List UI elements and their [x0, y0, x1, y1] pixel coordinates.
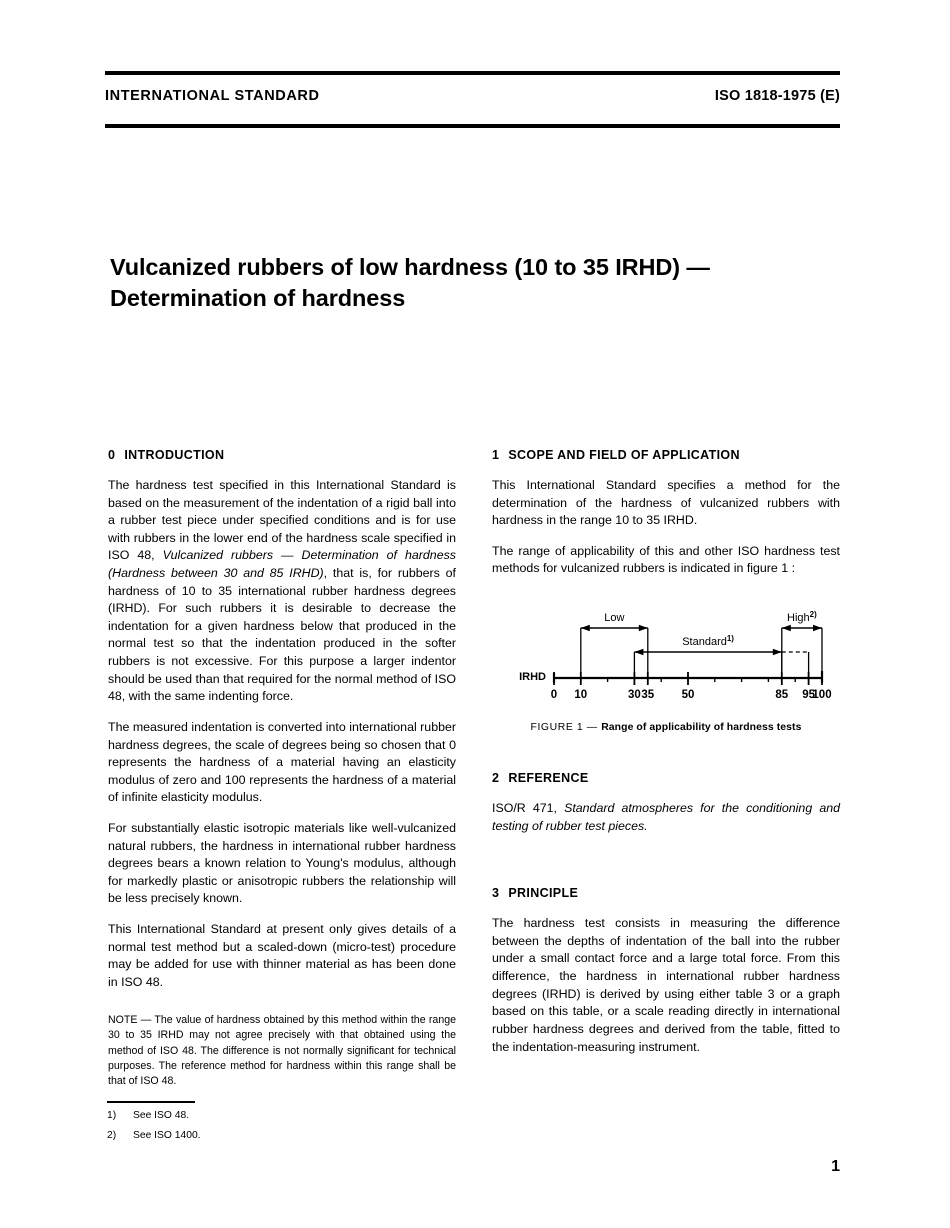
svg-text:Standard1): Standard$^{1)}$	[682, 634, 734, 649]
footnote-marker: 1)	[107, 1110, 117, 1121]
intro-p1-part-b: , that is, for rubbers of hardness of 10 to 35 international rubber hardness degrees (IRHD). For such rubbers it is desirable to decrease the indentation for a given hardness below that produced in the normal test so that the indentation produced in the softer rubbers is not excessive. For this purpose a larger indentor should be used than that required for the normal method of ISO 48, with the same indenting force.	[108, 566, 456, 704]
footnote-list	[107, 1110, 437, 1150]
intro-p1-part-a: The hardness test specified in this International Standard is based on the measurement of the indentation of a rigid ball into a rubber test piece under specified conditions and is for use with rubbers in the lower end of the hardness scale specified in ISO 48,	[108, 478, 456, 563]
svg-text:85: 85	[775, 689, 789, 702]
svg-text:95: 95	[802, 689, 815, 702]
header-title-left: INTERNATIONAL STANDARD	[105, 88, 320, 104]
intro-p1-italic-title: Vulcanized rubbers — Determination of hardness (Hardness between 30 and 85 IRHD)	[108, 548, 456, 581]
footnote-item	[107, 1130, 437, 1141]
section-number-0: 0	[108, 448, 116, 462]
svg-text:0: 0	[550, 689, 558, 702]
figure-caption-text: Range of applicability of hardness tests	[601, 722, 802, 734]
intro-paragraph-2: The measured indentation is converted into international rubber hardness degrees, the scale of degrees being so chosen that 0 represents the hardness of a material having an elasticity modulus of zero and 100 represents the hardness of a material of infinite elasticity modulus.	[108, 719, 456, 805]
page-number: 1	[831, 1158, 840, 1175]
intro-paragraph-1	[108, 477, 456, 706]
right-column	[492, 448, 840, 1056]
principle-paragraph-1: The hardness test consists in measuring the difference between the depths of indentation of the ball into the rubber under a small contact force and a large total force. From this difference, the hardness in international rubber hardness degrees (IRHD) is derived by using either table 3 or a graph based on this table, or a scale reading directly in international rubber hardness degrees and derived from the table, fitted to the indentation-measuring instrument.	[492, 916, 840, 1054]
page-title: Vulcanized rubbers of low hardness (10 to 35 IRHD) — Determination of hardness	[110, 253, 710, 311]
svg-text:IRHD: IRHD	[519, 671, 546, 684]
figure-1-chart	[492, 596, 840, 708]
intro-paragraph-4: This International Standard at present only gives details of a normal test method but a scaled-down (micro-test) procedure may be added for use with thinner material as has been done in ISO 48.	[108, 922, 456, 989]
header-standard-number: ISO 1818-1975 (E)	[714, 88, 840, 104]
section-title-0: INTRODUCTION	[124, 448, 225, 462]
section-heading-scope	[492, 448, 840, 462]
reference-title: Standard atmospheres for the conditioning and testing of rubber test pieces.	[492, 801, 840, 833]
intro-paragraph-3: For substantially elastic isotropic materials like well-vulcanized natural rubbers, the hardness in international rubber hardness degrees bears a known relation to Young's modulus, although for markedly plastic or anisotropic rubbers the relationship will be less precisely known.	[108, 820, 456, 906]
document-header	[105, 88, 840, 104]
footnote-marker: 2)	[107, 1130, 117, 1141]
svg-text:50: 50	[681, 689, 695, 702]
svg-text:10: 10	[574, 689, 588, 702]
svg-text:35: 35	[641, 689, 655, 702]
reference-entry	[492, 800, 840, 835]
figure-1	[492, 596, 840, 708]
scope-paragraph-2: The range of applicability of this and other ISO hardness test methods for vulcanized rubbers is indicated in figure 1 :	[492, 543, 840, 576]
section-number-3: 3	[492, 886, 500, 901]
header-rule-top	[105, 71, 840, 75]
header-rule-bottom	[105, 124, 840, 128]
figure-1-caption	[492, 722, 840, 733]
intro-note: NOTE — The value of hardness obtained by this method within the range 30 to 35 IRHD may not agree precisely with that obtained using the method of ISO 48. The difference is not normally significant for technical purposes. The reference method for hardness within this range shall be that of ISO 48.	[108, 1014, 456, 1087]
svg-text:Low: Low	[604, 612, 625, 625]
figure-caption-lead: FIGURE 1 —	[530, 722, 602, 734]
section-heading-principle	[492, 886, 840, 900]
section-heading-reference	[492, 771, 840, 785]
section-title-1: SCOPE AND FIELD OF APPLICATION	[508, 448, 740, 462]
reference-number: ISO/R 471,	[492, 801, 565, 816]
section-heading-introduction	[108, 448, 456, 462]
footnote-separator	[107, 1101, 195, 1103]
svg-text:100: 100	[812, 689, 832, 702]
svg-text:30: 30	[628, 689, 641, 702]
section-title-3: PRINCIPLE	[508, 886, 579, 901]
scope-paragraph-1: This International Standard specifies a method for the determination of the hardness of vulcanized rubbers with hardness in the range 10 to 35 IRHD.	[492, 478, 840, 528]
footnote-item	[107, 1110, 437, 1121]
section-number-2: 2	[492, 771, 500, 786]
section-title-2: REFERENCE	[508, 771, 589, 786]
footnote-text: See ISO 1400.	[133, 1130, 201, 1141]
footnote-text: See ISO 48.	[133, 1110, 190, 1121]
svg-text:High2): High$^{2)}$	[787, 610, 817, 625]
left-column	[108, 448, 456, 1089]
section-number-1: 1	[492, 448, 500, 462]
